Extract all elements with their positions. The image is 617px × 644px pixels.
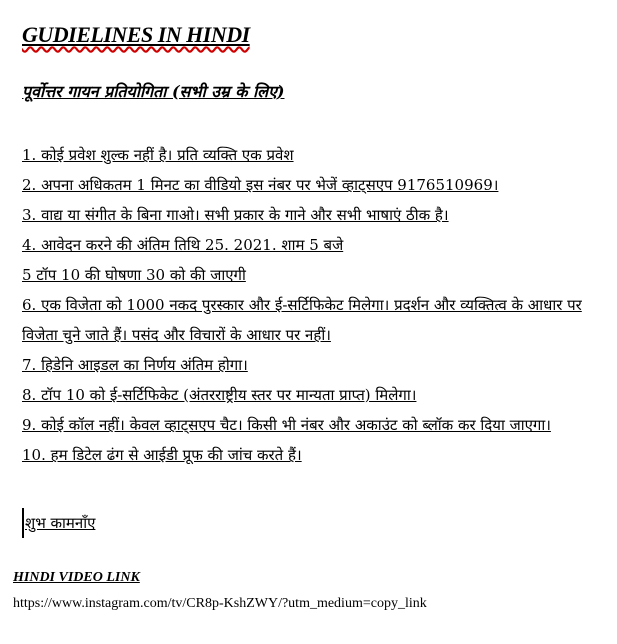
video-link[interactable]: https://www.instagram.com/tv/CR8p-KshZWY/?utm_medium=copy_link xyxy=(13,596,427,611)
guidelines-list xyxy=(22,140,602,470)
guideline-item-5: 5 टॉप 10 की घोषणा 30 को की जाएगी xyxy=(22,266,246,284)
guideline-item-4: 4. आवेदन करने की अंतिम तिथि 25. 2021. शाम 5 बजे xyxy=(22,236,344,254)
guideline-item-1: 1. कोई प्रवेश शुल्क नहीं है। प्रति व्यक्ति एक प्रवेश xyxy=(22,146,294,164)
guideline-item-6: 6. एक विजेता को 1000 नकद पुरस्कार और ई-सर्टिफिकेट मिलेगा। प्रदर्शन और व्यक्तित्व के आधार पर विजेता चुने जाते हैं। पसंद और विचारों के आधार पर नहीं। xyxy=(22,296,582,344)
guideline-item-2: 2. अपना अधिकतम 1 मिनट का वीडियो इस नंबर पर भेजें व्हाट्सएप 9176510969। xyxy=(22,176,499,194)
document-title-text: GUDIELINES IN HINDI xyxy=(22,22,250,47)
guideline-item-9: 9. कोई कॉल नहीं। केवल व्हाट्सएप चैट। किसी भी नंबर और अकाउंट को ब्लॉक कर दिया जाएगा। xyxy=(22,416,551,434)
document-subtitle: पूर्वोत्तर गायन प्रतियोगिता (सभी उम्र के लिए) xyxy=(22,82,285,101)
document-title xyxy=(22,22,250,48)
guideline-item-8: 8. टॉप 10 को ई-सर्टिफिकेट (अंतरराष्ट्रीय स्तर पर मान्यता प्राप्त) मिलेगा। xyxy=(22,386,417,404)
guideline-item-7: 7. हिडेनि आइडल का निर्णय अंतिम होगा। xyxy=(22,356,248,374)
video-link-heading: HINDI VIDEO LINK xyxy=(13,570,140,585)
closing-wishes: शुभ कामनाँए xyxy=(22,508,95,538)
guideline-item-3: 3. वाद्य या संगीत के बिना गाओ। सभी प्रकार के गाने और सभी भाषाएं ठीक है। xyxy=(22,206,449,224)
guideline-item-10: 10. हम डिटेल ढंग से आईडी प्रूफ की जांच करते हैं। xyxy=(22,446,302,464)
